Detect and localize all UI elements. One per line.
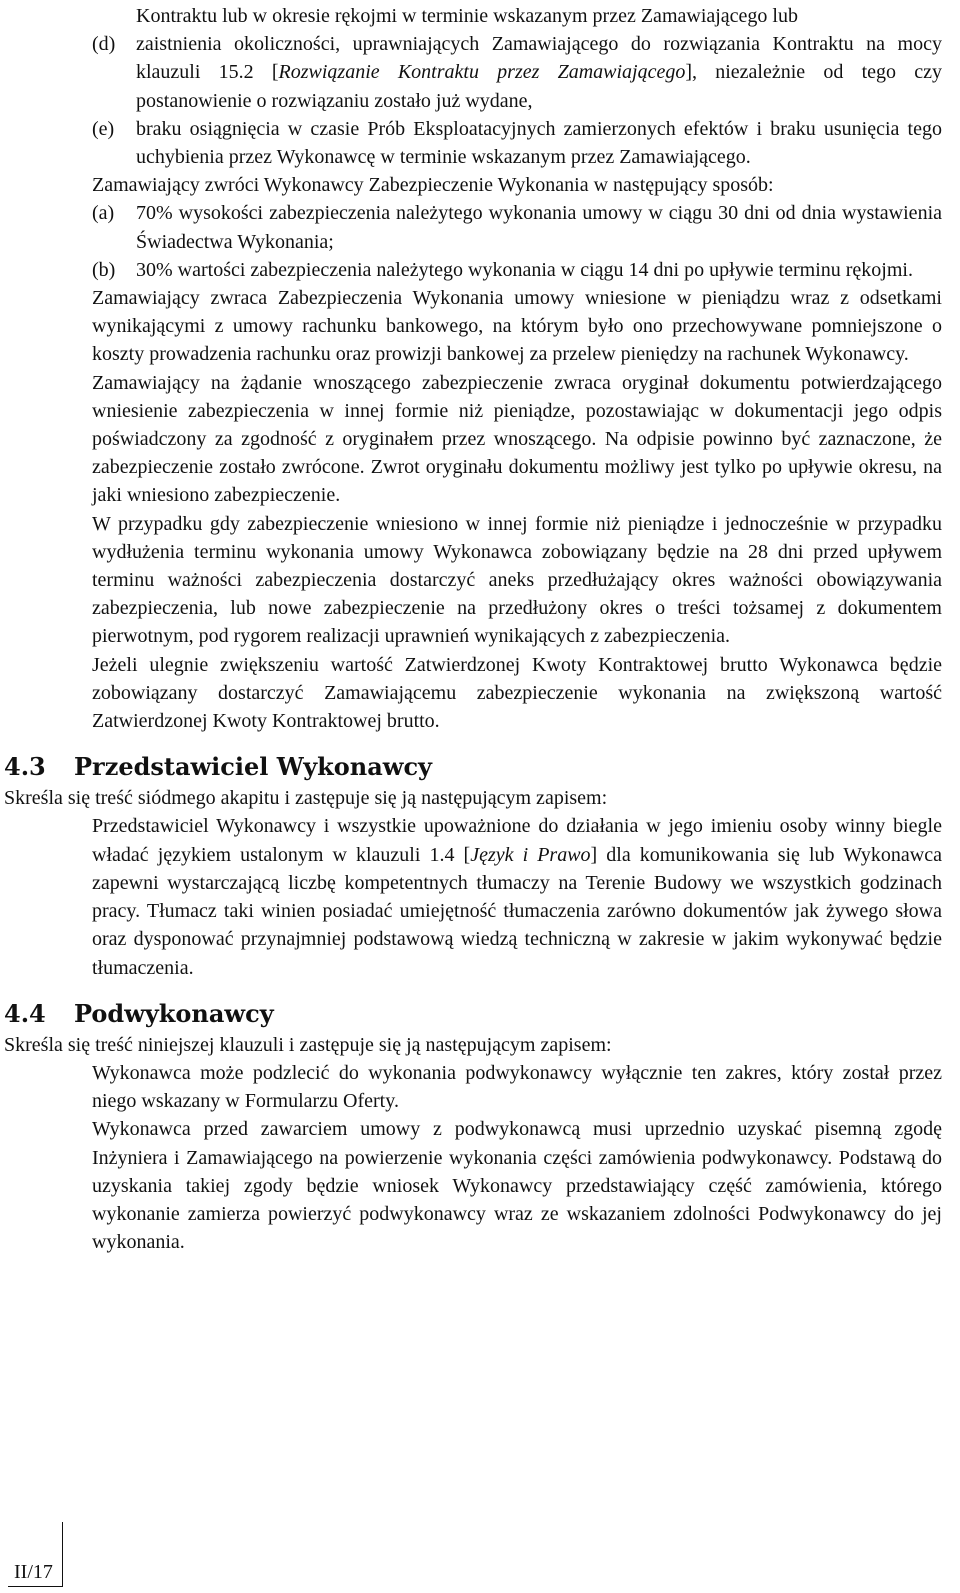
section-heading-4-4 bbox=[4, 997, 960, 1031]
paragraph-return-original: Zamawiający na żądanie wnoszącego zabezpieczenie zwraca oryginał dokumentu potwierdzającego wniesienie zabezpieczenia w innej formie niż pieniądze, pozostawiając w dokumentacji jego odpis poświadczony za zgodność z oryginałem przez wnoszącego. Na odpisie powinno być zaznaczone, że zabezpieczenie zostało zwrócone. Zwrot oryginału dokumentu możliwy jest tylko po upływie okresu, na jaki wniesiono zabezpieczenie. bbox=[92, 371, 942, 507]
list-marker: (a) bbox=[92, 202, 115, 225]
section-heading-4-3 bbox=[4, 750, 960, 784]
list-item-text: 70% wysokości zabezpieczenia należytego wykonania umowy w ciągu 30 dni od dnia wystawienia Świadectwa Wykonania; bbox=[136, 202, 942, 253]
list-item-text: braku osiągnięcia w czasie Prób Eksploatacyjnych zamierzonych efektów i braku usunięcia tego uchybienia przez Wykonawcę w terminie wskazanym przez Zamawiającego. bbox=[136, 117, 942, 169]
return-intro: Zamawiający zwróci Wykonawcy Zabezpieczenie Wykonania w następujący sposób: bbox=[92, 174, 774, 197]
paragraph-extension: W przypadku gdy zabezpieczenie wniesiono w innej formie niż pieniądze i jednocześnie w przypadku wydłużenia terminu wykonania umowy Wykonawca zobowiązany będzie na 28 dni przed upływem terminu ważności zabezpieczenia dostarczyć aneks przedłużający okres ważności obowiązywania zabezpieczenia, lub nowe zabezpieczenie na przedłużony okres o treści tożsamej z dokumentem pierwotnym, pod rygorem realizacji uprawnień wynikających z zabezpieczenia. bbox=[92, 512, 942, 648]
list-item-e bbox=[92, 115, 942, 171]
list-item-text: 30% wartości zabezpieczenia należytego wykonania w ciągu 14 dni po upływie terminu rękojmi. bbox=[136, 258, 913, 281]
list-item-text: zaistnienia okoliczności, uprawniających Zamawiającego do rozwiązania Kontraktu na mocy klauzuli 15.2 [Rozwiązanie Kontraktu przez Zamawiającego], niezależnie od tego czy postanowienie o rozwiązaniu zostało już wydane, bbox=[136, 33, 942, 112]
section-body: Przedstawiciel Wykonawcy i wszystkie upoważnione do działania w jego imieniu osoby winny biegle władać językiem ustalonym w klauzuli 1.4 [Język i Prawo] dla komunikowania się lub Wykonawca zapewni wystarczającą liczbę kompetentnych tłumaczy na Terenie Budowy we wszystkich godzinach pracy. Tłumacz taki winien posiadać umiejętność tłumaczenia zarówno dokumentów jak żywego słowa oraz dysponować przynajmniej podstawową wiedzą techniczną w zakresie w jakim wykonywać będzie tłumaczenia. bbox=[92, 815, 942, 979]
clause-reference: Rozwiązanie Kontraktu przez Zamawiającego bbox=[278, 61, 686, 84]
return-item-a bbox=[92, 199, 942, 255]
section-intro: Skreśla się treść siódmego akapitu i zastępuje się ją następującym zapisem: bbox=[4, 787, 608, 810]
footer-divider-horizontal bbox=[8, 1586, 63, 1587]
list-marker: (d) bbox=[92, 33, 116, 56]
section-title: Przedstawiciel Wykonawcy bbox=[74, 752, 432, 782]
section-body: Wykonawca przed zawarciem umowy z podwykonawcą musi uprzednio uzyskać pisemną zgodę Inżyniera i Zamawiającego na powierzenie wykonania części zamówienia podwykonawcy. Podstawą do uzyskania takiej zgody będzie wniosek Wykonawcy przedstawiający część zamówienia, którego wykonanie zamierza powierzyć podwykonawcy wraz ze wskazaniem zdolności Podwykonawcy do jej wykonania. bbox=[92, 1118, 942, 1254]
section-body: Wykonawca może podzlecić do wykonania podwykonawcy wyłącznie ten zakres, który został przez niego wskazany w Formularzu Oferty. bbox=[92, 1061, 942, 1113]
clause-reference: Język i Prawo bbox=[470, 843, 591, 866]
list-item-d bbox=[92, 30, 942, 115]
return-item-b bbox=[92, 256, 942, 284]
section-title: Podwykonawcy bbox=[74, 998, 274, 1028]
list-marker: (b) bbox=[92, 258, 116, 281]
section-intro: Skreśla się treść niniejszej klauzuli i zastępuje się ją następującym zapisem: bbox=[4, 1033, 612, 1056]
footer-divider-vertical bbox=[62, 1522, 63, 1586]
page-number: II/17 bbox=[14, 1561, 53, 1583]
paragraph-increase: Jeżeli ulegnie zwiększeniu wartość Zatwierdzonej Kwoty Kontraktowej brutto Wykonawca będzie zobowiązany dostarczyć Zamawiającemu zabezpieczenie wykonania na zwiększoną wartość Zatwierdzonej Kwoty Kontraktowej brutto. bbox=[92, 653, 942, 733]
paragraph-return-cash: Zamawiający zwraca Zabezpieczenia Wykonania umowy wniesione w pieniądzu wraz z odsetkami wynikającymi z umowy rachunku bankowego, na którym było ono przechowywane pomniejszone o koszty prowadzenia rachunku oraz prowizji bankowej za przelew pieniędzy na rachunek Wykonawcy. bbox=[92, 287, 942, 366]
list-marker: (e) bbox=[92, 117, 115, 140]
section-number: 4.3 bbox=[4, 752, 46, 782]
list-item-c-continuation: Kontraktu lub w okresie rękojmi w terminie wskazanym przez Zamawiającego lub bbox=[136, 5, 798, 27]
section-number: 4.4 bbox=[4, 998, 46, 1028]
